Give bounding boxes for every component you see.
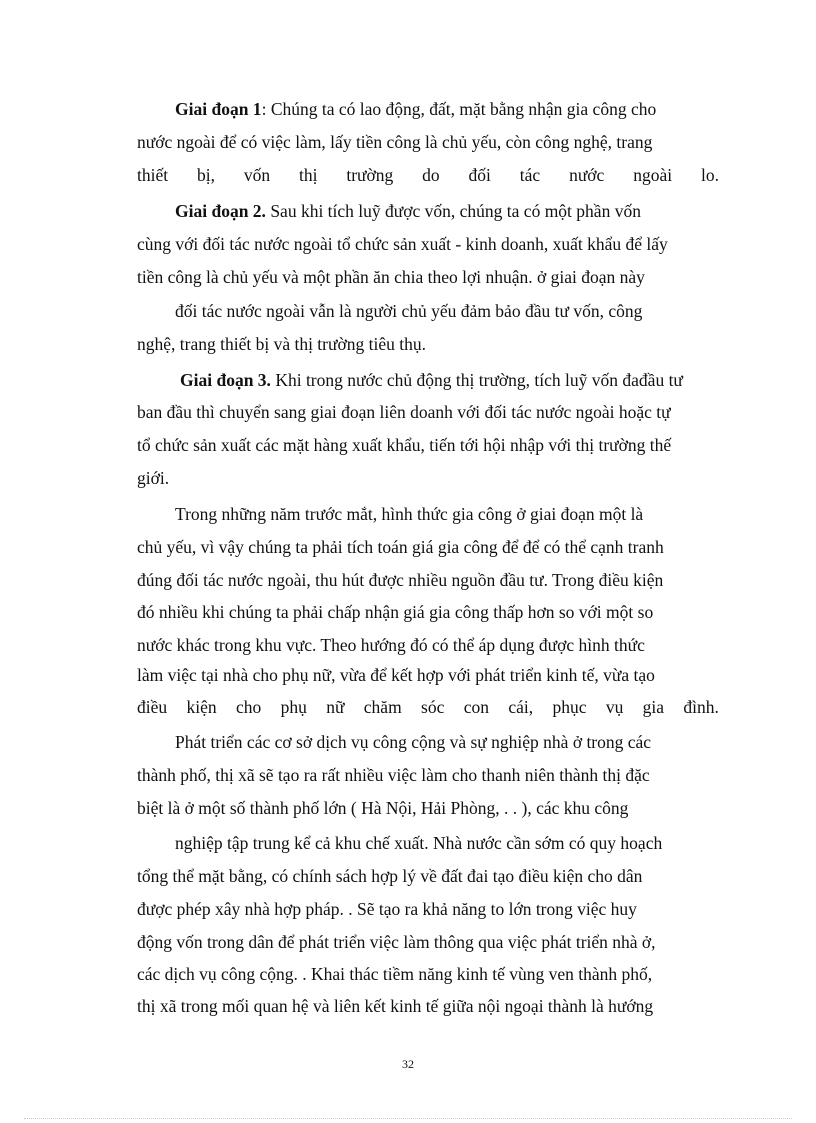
text-line: làm việc tại nhà cho phụ nữ, vừa để kết hợp với phát triển kinh tế, vừa tạo: [137, 665, 655, 685]
stage-label: Giai đoạn 1: [175, 99, 262, 119]
text-line: nước ngoài để có việc làm, lấy tiền công là chủ yếu, còn công nghệ, trang: [137, 132, 653, 152]
page-number: 32: [402, 1057, 414, 1071]
text-line: đó nhiều khi chúng ta phải chấp nhận giá gia công thấp hơn so với một so: [137, 602, 654, 622]
page-bottom-divider: [24, 1118, 792, 1119]
text-line: điều kiện cho phụ nữ chăm sóc con cái, phục vụ gia đình.: [137, 697, 719, 717]
text-line: động vốn trong dân để phát triển việc làm thông qua việc phát triển nhà ở,: [137, 932, 656, 952]
text-line: nghiệp tập trung kể cả khu chế xuất. Nhà nước cần sớm có quy hoạch: [175, 833, 663, 853]
text-line: biệt là ở một số thành phố lớn ( Hà Nội, Hải Phòng, . . ), các khu công: [137, 798, 629, 818]
text-line: đúng đối tác nước ngoài, thu hút được nhiều nguồn đầu tư. Trong điều kiện: [137, 570, 664, 590]
text-line: thành phố, thị xã sẽ tạo ra rất nhiều việc làm cho thanh niên thành thị đặc: [137, 765, 650, 785]
text-line: tổ chức sản xuất các mặt hàng xuất khẩu, tiến tới hội nhập với thị trường thế: [137, 435, 672, 455]
text-line: Giai đoạn 2. Sau khi tích luỹ được vốn, chúng ta có một phần vốn: [175, 201, 641, 221]
text-line: Giai đoạn 1: Chúng ta có lao động, đất, mặt bằng nhận gia công cho: [175, 99, 657, 119]
text-line: đối tác nước ngoài vẫn là người chủ yếu đảm bảo đầu tư vốn, công: [175, 301, 643, 321]
text-line: giới.: [137, 468, 170, 488]
text-line: được phép xây nhà hợp pháp. . Sẽ tạo ra khả năng to lớn trong việc huy: [137, 899, 637, 919]
text-line: tổng thể mặt bằng, có chính sách hợp lý về đất đai tạo điều kiện cho dân: [137, 866, 643, 886]
text-line: Trong những năm trước mắt, hình thức gia công ở giai đoạn một là: [175, 504, 644, 524]
text-line: Giai đoạn 3. Khi trong nước chủ động thị trường, tích luỹ vốn đađầu tư: [180, 370, 683, 390]
stage-label: Giai đoạn 3.: [180, 370, 271, 390]
text-line: thiết bị, vốn thị trường do đối tác nước ngoài lo.: [137, 165, 719, 185]
text-line: thị xã trong mối quan hệ và liên kết kinh tế giữa nội ngoại thành là hướng: [137, 996, 654, 1016]
text-line: tiền công là chủ yếu và một phần ăn chia theo lợi nhuận. ở giai đoạn này: [137, 267, 645, 287]
stage-label: Giai đoạn 2.: [175, 201, 266, 221]
text-line: các dịch vụ công cộng. . Khai thác tiềm năng kinh tế vùng ven thành phố,: [137, 964, 653, 984]
text-line: cùng với đối tác nước ngoài tổ chức sản xuất - kinh doanh, xuất khẩu để lấy: [137, 234, 668, 254]
text-line: ban đầu thì chuyển sang giai đoạn liên doanh với đối tác nước ngoài hoặc tự: [137, 402, 671, 422]
text-line: chủ yếu, vì vậy chúng ta phải tích toán giá gia công để để có thể cạnh tranh: [137, 537, 664, 557]
text-line: nước khác trong khu vực. Theo hướng đó có thể áp dụng được hình thức: [137, 635, 645, 655]
text-line: Phát triển các cơ sở dịch vụ công cộng và sự nghiệp nhà ở trong các: [175, 732, 652, 752]
text-line: nghệ, trang thiết bị và thị trường tiêu thụ.: [137, 334, 426, 354]
